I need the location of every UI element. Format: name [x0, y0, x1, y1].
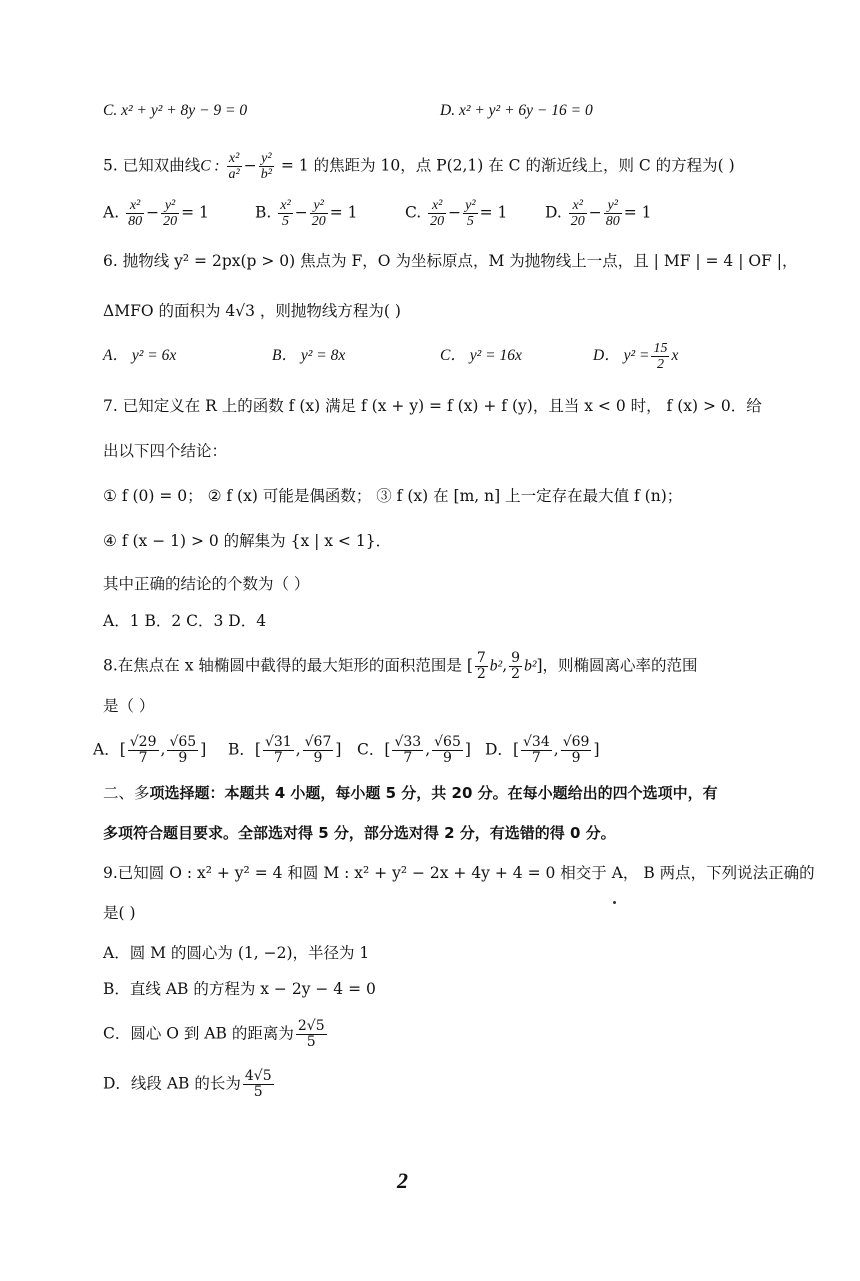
- q5-option-b: B. $\frac{\text{x²}}{5}$ − $\frac{\text{y²}}{20}$ = 1: [255, 198, 358, 229]
- q5-option-a: A. $\frac{\text{x²}}{80}$ − $\frac{\text{y²}}{20}$ = 1: [103, 198, 209, 229]
- q9-stem-2: 是( ): [103, 904, 136, 922]
- page-number: 2: [397, 1168, 408, 1193]
- q7-stem: 7. 已知定义在 R 上的函数 f (x) 满足 f (x + y) = f (x) + f (y)，且当 x < 0 时， f (x) > 0．给: [103, 397, 762, 415]
- q9-option-b: B．直线 AB 的方程为 x − 2y − 4 = 0: [103, 980, 376, 998]
- q5-frac-y: $\frac{\text{y²}}{\text{b²}}$: [260, 151, 272, 182]
- q8-option-d: D．[ $\frac{√34}{7}$ , $\frac{√69}{9}$ ]: [485, 734, 600, 766]
- q8-option-b: B．[ $\frac{√31}{7}$ , $\frac{√67}{9}$ ]: [228, 734, 342, 766]
- q9-option-d: D．线段 AB 的长为 $\frac{4√5}{5}$: [103, 1068, 272, 1100]
- q6-option-c: C． y² = 16x: [440, 347, 522, 364]
- q4-option-d: D. x² + y² + 6y − 16 = 0: [440, 102, 593, 119]
- q8-stem-2: 是（ ）: [103, 697, 155, 715]
- q6-option-a: A． y² = 6x: [103, 347, 177, 364]
- section-2-heading-2: 多项符合题目要求。全部选对得 5 分，部分选对得 2 分，有选错的得 0 分。: [103, 824, 616, 842]
- q7-stem-2: 出以下四个结论：: [103, 442, 228, 460]
- q9-option-a: A．圆 M 的圆心为 (1, −2)，半径为 1: [103, 944, 370, 962]
- q7-conclusion-4: ④ f (x − 1) > 0 的解集为 {x | x < 1}．: [103, 532, 392, 550]
- stray-dot: [613, 901, 616, 904]
- q6-option-d: D． y² = $\frac{15}{2}$ x: [593, 341, 679, 372]
- q5-stem-rest: = 1 的焦距为 10，点 P(2,1) 在 C 的渐近线上，则 C 的方程为( ): [280, 156, 735, 175]
- q8-stem: 8.在焦点在 x 轴椭圆中截得的最大矩形的面积范围是 [ $\frac{7}{2}$ b², $\frac{9}{2}$ b²]，则椭圆离心率的范围: [103, 650, 698, 682]
- q5-stem-text: 5. 已知双曲线: [103, 156, 201, 175]
- q5-curve-name: C :: [200, 157, 220, 175]
- q7-options: A．1 B．2 C．3 D．4: [103, 612, 267, 630]
- q5-stem: 5. 已知双曲线C : $\frac{\text{x²}}{\text{a²}}$ − $\frac{\text{y²}}{\text{b²}}$ = 1 的焦距为 10，点 P(2,1) 在 C 的渐近线上，则 C 的方程为( ): [103, 151, 735, 182]
- q5-option-d: D. $\frac{\text{x²}}{20}$ − $\frac{\text{y²}}{80}$ = 1: [545, 198, 652, 229]
- section-2-heading: 二、多项选择题：本题共 4 小题，每小题 5 分，共 20 分。在每小题给出的四个选项中，有: [103, 784, 718, 802]
- q7-conclusions-1-3: ① f (0) = 0； ② f (x) 可能是偶函数； ③ f (x) 在 [m, n] 上一定存在最大值 f (n)；: [103, 487, 683, 505]
- q5-option-c: C. $\frac{\text{x²}}{20}$ − $\frac{\text{y²}}{5}$ = 1: [405, 198, 508, 229]
- q9-stem: 9.已知圆 O : x² + y² = 4 和圆 M : x² + y² − 2x + 4y + 4 = 0 相交于 A， B 两点，下列说法正确的: [103, 864, 815, 882]
- q6-option-b: B． y² = 8x: [272, 347, 346, 364]
- q6-stem-2: ΔMFO 的面积为 4√3 ，则抛物线方程为( ): [103, 302, 401, 320]
- q8-option-c: C．[ $\frac{√33}{7}$ , $\frac{√65}{9}$ ]: [357, 734, 471, 766]
- q4-option-c: C. x² + y² + 8y − 9 = 0: [103, 102, 248, 119]
- q9-option-c: C．圆心 O 到 AB 的距离为 $\frac{2√5}{5}$: [103, 1018, 325, 1050]
- q8-option-a: A．[ $\frac{√29}{7}$ , $\frac{√65}{9}$ ]: [93, 734, 207, 766]
- q6-stem: 6. 抛物线 y² = 2px(p > 0) 焦点为 F，O 为坐标原点，M 为抛物线上一点，且 | MF | = 4 | OF |，: [103, 252, 798, 270]
- q5-frac-x: $\frac{\text{x²}}{\text{a²}}$: [228, 151, 240, 182]
- q7-question: 其中正确的结论的个数为（ ）: [103, 575, 310, 593]
